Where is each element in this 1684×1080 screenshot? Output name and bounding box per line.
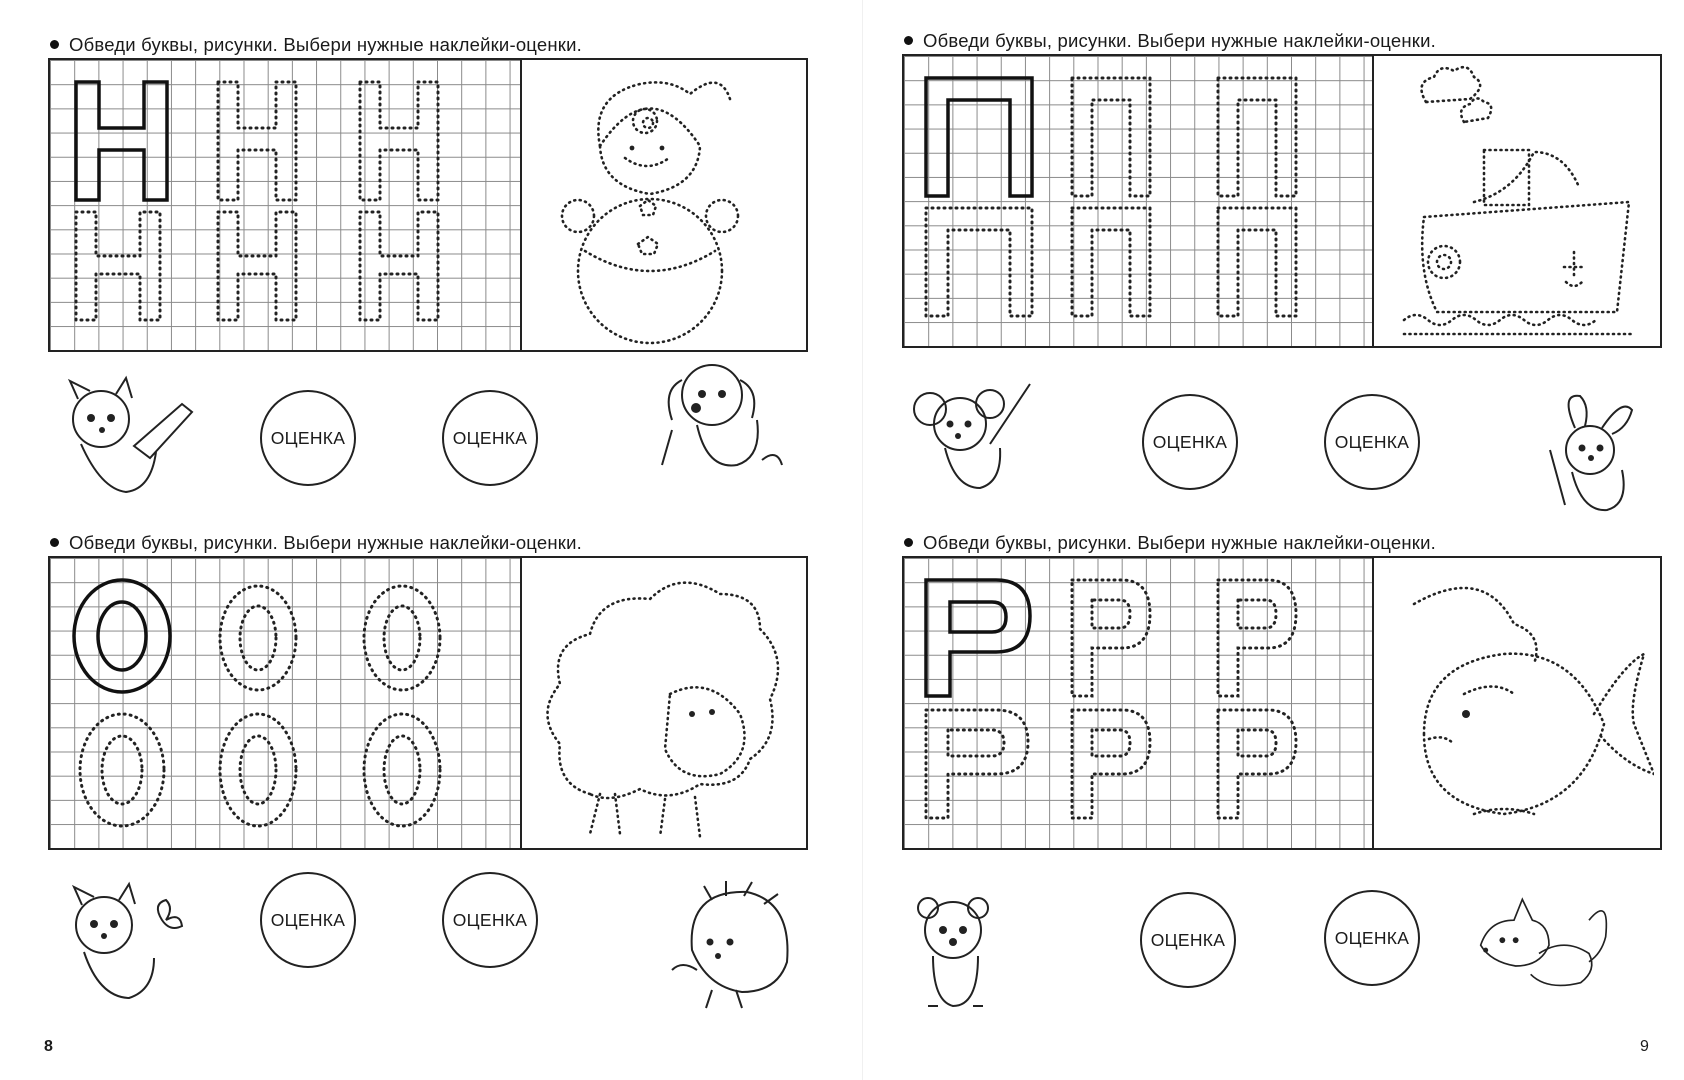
letter-shapes bbox=[50, 558, 520, 848]
grade-label: ОЦЕНКА bbox=[1334, 927, 1410, 948]
dotted-letters-o bbox=[80, 586, 440, 826]
bullet-icon bbox=[904, 36, 913, 45]
instruction-text: Обведи буквы, рисунки. Выбери нужные наклейки-оценки. bbox=[69, 34, 582, 55]
grade-label: ОЦЕНКА bbox=[452, 427, 528, 448]
mouse-with-brush-illustration bbox=[900, 374, 1050, 504]
steamship-picture bbox=[1384, 62, 1654, 342]
tracing-panel bbox=[902, 556, 1662, 850]
kitten-with-butterfly-illustration bbox=[44, 880, 194, 1010]
sheep-picture bbox=[530, 564, 800, 844]
solid-letter-p bbox=[926, 78, 1032, 196]
section-letter-p bbox=[900, 30, 1670, 530]
grade-label: ОЦЕНКА bbox=[270, 427, 346, 448]
grade-label: ОЦЕНКА bbox=[1152, 431, 1228, 452]
grade-label: ОЦЕНКА bbox=[1150, 929, 1226, 950]
instruction bbox=[904, 30, 1436, 52]
solid-letter-o bbox=[74, 580, 170, 692]
fox-illustration bbox=[1464, 876, 1614, 1006]
dotted-letters-r bbox=[926, 580, 1296, 818]
letter-grid bbox=[50, 60, 522, 350]
letter-grid bbox=[904, 558, 1374, 848]
grade-label: ОЦЕНКА bbox=[270, 909, 346, 930]
bullet-icon bbox=[904, 538, 913, 547]
grade-sticker-circle[interactable] bbox=[442, 872, 538, 968]
grade-sticker-circle[interactable] bbox=[260, 872, 356, 968]
roly-poly-doll-picture bbox=[530, 66, 800, 346]
page-number-left: 8 bbox=[44, 1038, 53, 1055]
letter-shapes bbox=[904, 558, 1372, 848]
bullet-icon bbox=[50, 538, 59, 547]
instruction-text: Обведи буквы, рисунки. Выбери нужные наклейки-оценки. bbox=[923, 532, 1436, 553]
instruction bbox=[50, 532, 582, 554]
tracing-panel bbox=[48, 556, 808, 850]
fish-picture bbox=[1384, 564, 1654, 844]
section-letter-o bbox=[44, 532, 814, 1032]
bullet-icon bbox=[50, 40, 59, 49]
tracing-panel bbox=[902, 54, 1662, 348]
grade-label: ОЦЕНКА bbox=[1334, 431, 1410, 452]
solid-letter-n bbox=[76, 82, 167, 200]
puppy-with-pencil-illustration bbox=[652, 350, 802, 480]
instruction bbox=[904, 532, 1436, 554]
section-letter-r bbox=[900, 532, 1670, 1032]
page-number-right: 9 bbox=[1640, 1038, 1649, 1055]
grade-sticker-circle[interactable] bbox=[1324, 394, 1420, 490]
letter-shapes bbox=[50, 60, 520, 350]
book-spine bbox=[862, 0, 863, 1080]
grade-sticker-circle[interactable] bbox=[260, 390, 356, 486]
grade-sticker-circle[interactable] bbox=[442, 390, 538, 486]
dotted-letters-p bbox=[926, 78, 1296, 316]
tracing-panel bbox=[48, 58, 808, 352]
letter-grid bbox=[50, 558, 522, 848]
grade-sticker-circle[interactable] bbox=[1324, 890, 1420, 986]
grade-sticker-circle[interactable] bbox=[1140, 892, 1236, 988]
dotted-letters-n bbox=[76, 82, 438, 320]
instruction bbox=[50, 34, 582, 56]
hedgehog-illustration bbox=[652, 880, 802, 1010]
instruction-text: Обведи буквы, рисунки. Выбери нужные наклейки-оценки. bbox=[69, 532, 582, 553]
section-letter-n bbox=[44, 34, 814, 534]
grade-sticker-circle[interactable] bbox=[1142, 394, 1238, 490]
bunny-with-carrot-illustration bbox=[1520, 390, 1670, 520]
kitten-with-carrot-illustration bbox=[46, 374, 196, 504]
letter-shapes bbox=[904, 56, 1372, 346]
instruction-text: Обведи буквы, рисунки. Выбери нужные наклейки-оценки. bbox=[923, 30, 1436, 51]
solid-letter-r bbox=[926, 580, 1030, 696]
letter-grid bbox=[904, 56, 1374, 346]
bear-cub-illustration bbox=[898, 888, 1048, 1018]
grade-label: ОЦЕНКА bbox=[452, 909, 528, 930]
